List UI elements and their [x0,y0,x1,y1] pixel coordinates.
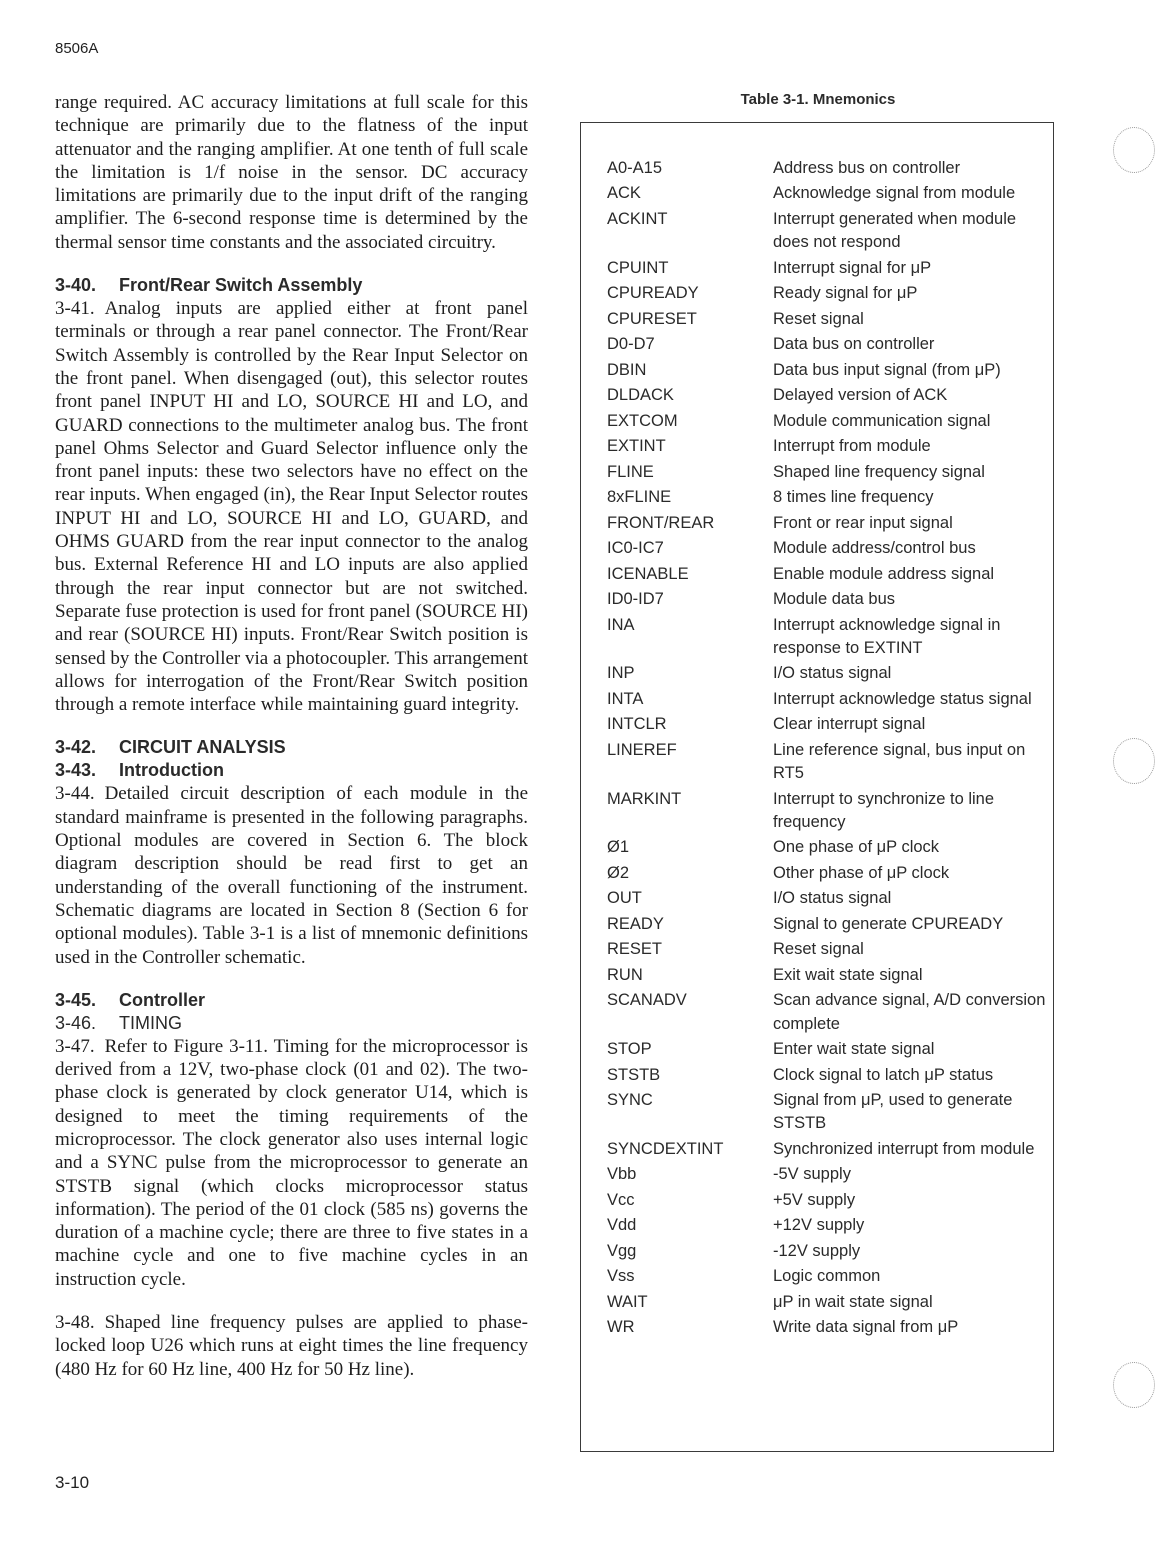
mnemonic-description: One phase of μP clock [773,838,940,857]
paragraph-3-41 [55,297,528,716]
table-row [607,788,1047,837]
mnemonic-code: IC0-IC7 [607,539,664,558]
mnemonic-description: Enter wait state signal [773,1040,935,1059]
mnemonic-description: Data bus input signal (from μP) [773,360,1001,379]
table-row [607,282,1047,307]
mnemonic-description: Reset signal [773,309,864,328]
table-row [607,537,1047,562]
section-heading-front-rear [55,274,528,297]
mnemonic-description: I/O status signal [773,889,892,908]
mnemonic-code: Ø1 [607,838,630,857]
mnemonic-code: EXTCOM [607,411,678,430]
table-row [607,333,1047,358]
mnemonic-description: Acknowledge signal from module [773,184,1016,203]
mnemonic-description: Write data signal from μP [773,1318,959,1337]
section-number: 3-45. [55,989,97,1010]
mnemonic-description: Clear interrupt signal [773,715,926,734]
section-heading-introduction [55,759,528,782]
table-row [607,938,1047,963]
section-title: Front/Rear Switch Assembly [119,275,363,296]
mnemonic-code: 8xFLINE [607,488,672,507]
table-row [607,563,1047,588]
mnemonic-code: Vdd [607,1216,637,1235]
section-title: CIRCUIT ANALYSIS [119,737,286,758]
mnemonic-description: +5V supply [773,1190,856,1209]
mnemonics-table-body [607,157,1047,1342]
mnemonic-description: -12V supply [773,1241,861,1260]
paragraph-3-47 [55,1035,528,1291]
mnemonic-description: Delayed version of ACK [773,386,948,405]
paragraph-text: Shaped line frequency pulses are applied to phase-locked loop U26 which runs at eight times the line frequency (480 Hz for 60 Hz line, 400 Hz for 50 Hz line). [55,1312,528,1380]
mnemonic-code: CPURESET [607,309,697,328]
paragraph-text: Detailed circuit description of each module in the standard mainframe is presented in the following paragraphs. Optional modules are covered in Section 6. The block diagram description should be read first to get an understanding of the overall functioning of the instrument. Schematic diagrams are located in Section 8 (Section 6 for optional modules). Table 3-1 is a list of mnemonic definitions used in the Controller schematic. [55,783,528,968]
table-row [607,1316,1047,1341]
table-row [607,862,1047,887]
table-row [607,461,1047,486]
mnemonic-code: CPUINT [607,258,669,277]
page-header-model: 8506A [55,40,99,57]
mnemonic-code: OUT [607,889,642,908]
mnemonic-description: Address bus on controller [773,159,961,177]
paragraph-number: 3-47. [55,1035,95,1057]
table-row [607,739,1047,788]
table-row [607,1038,1047,1063]
mnemonic-code: Vcc [607,1190,635,1209]
table-row [607,964,1047,989]
intro-paragraph: range required. AC accuracy limitations at full scale for this technique are primarily due to the flatness of the input attenuator and the ranging amplifier. At one tenth of full scale the limitation is 1/f noise in the sensor. DC accuracy limitations are primarily due to the input drift of the ranging amplifier. The 6-second response time is determined by the thermal sensor time constants and the associated circuitry. [55,92,528,253]
mnemonic-code: STOP [607,1040,652,1059]
mnemonic-description: 8 times line frequency [773,488,934,507]
mnemonic-description: Interrupt signal for μP [773,258,932,277]
table-row [607,1291,1047,1316]
mnemonic-description: Front or rear input signal [773,513,953,532]
mnemonic-description: Module address/control bus [773,539,976,558]
mnemonic-description: Interrupt generated when module does not respond [773,209,1017,252]
mnemonic-description: +12V supply [773,1216,865,1235]
punch-hole-top [1113,127,1155,173]
mnemonic-code: RESET [607,940,663,959]
table-row [607,713,1047,738]
table-row [607,359,1047,384]
paragraph-number: 3-48. [55,1312,95,1334]
table-row [607,1163,1047,1188]
table-row [607,614,1047,663]
mnemonic-description: Interrupt to synchronize to line frequency [773,789,995,831]
table-row [607,208,1047,257]
mnemonic-code: SYNCDEXTINT [607,1139,724,1158]
mnemonic-code: CPUREADY [607,284,699,303]
table-title: Table 3-1. Mnemonics [740,91,896,108]
mnemonic-code: Vbb [607,1165,637,1184]
mnemonic-description: Interrupt acknowledge status signal [773,689,1032,708]
mnemonic-description: Module data bus [773,590,896,609]
mnemonic-description: Exit wait state signal [773,965,923,984]
mnemonic-code: ID0-ID7 [607,590,664,609]
mnemonic-code: WAIT [607,1292,648,1311]
mnemonic-code: Vgg [607,1241,637,1260]
mnemonic-code: SCANADV [607,991,687,1010]
punch-hole-bottom [1113,1362,1155,1408]
mnemonic-code: INTA [607,689,644,708]
section-number: 3-40. [55,275,97,296]
mnemonic-description: Enable module address signal [773,564,995,583]
mnemonic-description: Interrupt acknowledge signal in response to EXTINT [773,615,1001,657]
mnemonic-description: Data bus on controller [773,335,935,354]
table-row [607,308,1047,333]
table-row [607,512,1047,537]
table-row [607,435,1047,460]
mnemonic-description: Ready signal for μP [773,284,918,303]
table-row [607,989,1047,1038]
table-row [607,836,1047,861]
mnemonic-description: Module communication signal [773,411,991,430]
section-title: Introduction [119,760,224,781]
mnemonic-code: INP [607,664,635,683]
table-row [607,486,1047,511]
mnemonic-code: MARKINT [607,789,682,808]
mnemonic-code: DBIN [607,360,647,379]
table-row [607,1265,1047,1290]
mnemonic-description: Scan advance signal, A/D conversion complete [773,991,1046,1033]
mnemonic-code: EXTINT [607,437,666,456]
punch-hole-middle [1113,738,1155,784]
table-row [607,662,1047,687]
paragraph-number: 3-44. [55,783,95,805]
mnemonic-code: Vss [607,1267,635,1286]
mnemonic-code: SYNC [607,1090,653,1109]
section-title: Controller [119,989,206,1010]
table-row [607,1064,1047,1089]
table-row [607,1240,1047,1265]
table-row [607,182,1047,207]
table-row [607,410,1047,435]
mnemonic-description: Other phase of μP clock [773,863,950,882]
mnemonic-description: -5V supply [773,1165,851,1184]
mnemonic-code: WR [607,1318,635,1337]
mnemonic-code: STSTB [607,1065,661,1084]
section-number: 3-46. [55,1012,97,1033]
mnemonic-code: D0-D7 [607,335,655,354]
table-row [607,257,1047,282]
table-row [607,384,1047,409]
mnemonic-description: Signal from μP, used to generate STSTB [773,1090,1013,1133]
section-number: 3-42. [55,737,97,758]
mnemonic-code: ICENABLE [607,564,689,583]
mnemonic-code: Ø2 [607,863,630,882]
left-column [55,91,528,1381]
section-title: TIMING [119,1012,182,1033]
table-row [607,913,1047,938]
table-row [607,1138,1047,1163]
mnemonic-code: INA [607,615,635,634]
mnemonic-description: I/O status signal [773,664,892,683]
mnemonic-code: LINEREF [607,740,677,759]
paragraph-3-44 [55,782,528,968]
mnemonic-description: Reset signal [773,940,864,959]
section-heading-circuit-analysis [55,736,528,759]
mnemonic-description: Shaped line frequency signal [773,462,985,481]
mnemonic-description: Interrupt from module [773,437,931,456]
page-number: 3-10 [55,1473,90,1492]
mnemonic-code: ACK [607,184,641,203]
mnemonic-description: μP in wait state signal [773,1292,933,1311]
mnemonic-description: Signal to generate CPUREADY [773,914,1004,933]
paragraph-text: Refer to Figure 3-11. Timing for the microprocessor is derived from a 12V, two-phase clock (01 and 02). The two-phase clock is generated by clock generator U14, which is designed to meet the timing requirements of the microprocessor. The clock generator also uses internal logic and a SYNC pulse from the microprocessor to generate an STSTB signal (which clocks microprocessor status information). The period of the 01 clock (585 ns) governs the duration of a machine cycle; there are three to five states in a machine cycle and one to five machine cycles in an instruction cycle. [55,1035,528,1290]
mnemonic-code: A0-A15 [607,159,663,177]
section-number: 3-43. [55,760,97,781]
table-row [607,1189,1047,1214]
mnemonic-code: RUN [607,965,643,984]
mnemonic-code: FLINE [607,462,654,481]
paragraph-3-48 [55,1311,528,1381]
mnemonic-description: Line reference signal, bus input on RT5 [773,740,1026,783]
mnemonic-code: FRONT/REAR [607,513,715,532]
section-heading-timing [55,1012,528,1035]
paragraph-number: 3-41. [55,298,95,320]
mnemonic-description: Synchronized interrupt from module [773,1139,1035,1158]
mnemonic-description: Logic common [773,1267,881,1286]
mnemonic-code: DLDACK [607,386,674,405]
mnemonics-table [607,157,1047,1342]
mnemonic-code: INTCLR [607,715,667,734]
table-row [607,887,1047,912]
mnemonic-description: Clock signal to latch μP status [773,1065,994,1084]
table-row [607,588,1047,613]
section-heading-controller [55,989,528,1012]
table-row [607,688,1047,713]
mnemonic-code: ACKINT [607,209,668,228]
mnemonic-code: READY [607,914,664,933]
table-row [607,157,1047,182]
table-row [607,1089,1047,1138]
paragraph-text: Analog inputs are applied either at front panel terminals or through a rear panel connector. The Front/Rear Switch Assembly is controlled by the Rear Input Selector on the front panel. When disengaged (out), this selector routes front panel INPUT HI and LO, SOURCE HI and LO, and GUARD connections to the multimeter analog bus. The front panel Ohms Selector and Guard Selector influence only the front panel inputs: these two selectors have no effect on the rear inputs. When engaged (in), the Rear Input Selector routes INPUT HI and LO, SOURCE HI and LO, GUARD, and OHMS GUARD from the rear input connector to the analog bus. External Reference HI and LO inputs are also applied through the rear input connector but are not switched. Separate fuse protection is used for front panel (SOURCE HI) and rear (SOURCE HI) inputs. Front/Rear Switch position is sensed by the Controller via a photocoupler. This arrangement allows for interrogation of the Front/Rear Switch position through a remote interface while maintaining guard integrity. [55,298,528,716]
table-row [607,1214,1047,1239]
